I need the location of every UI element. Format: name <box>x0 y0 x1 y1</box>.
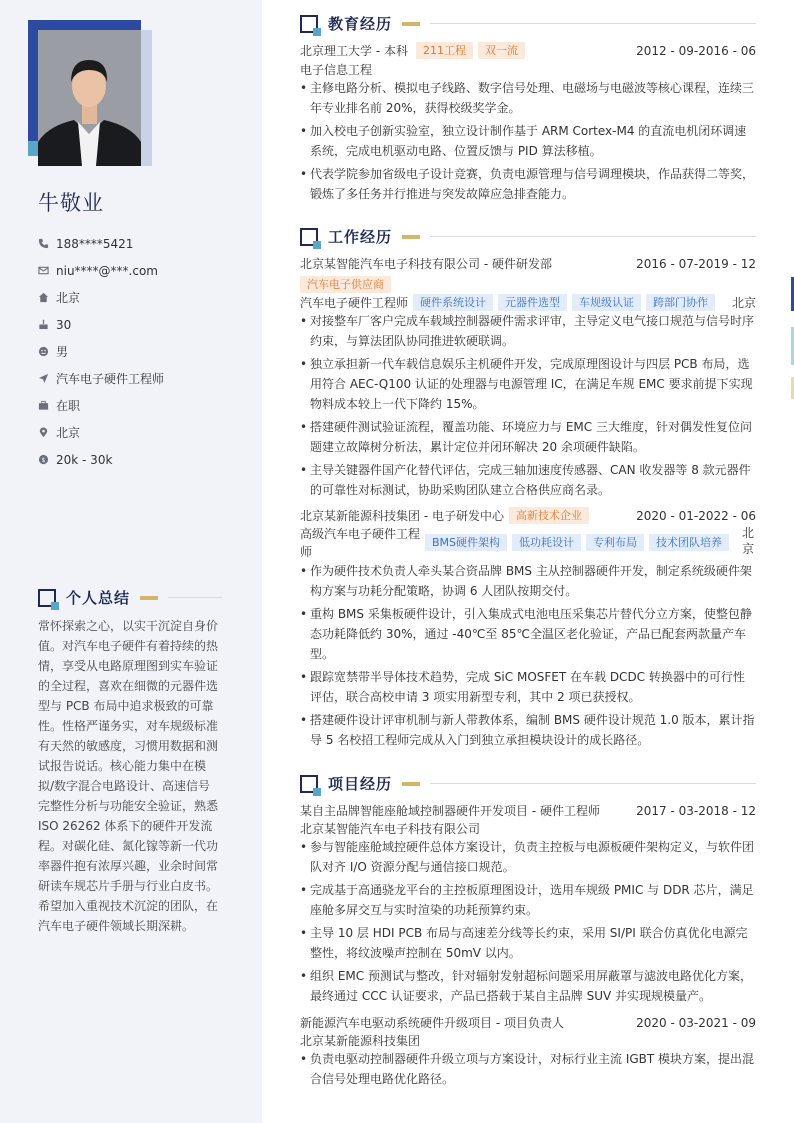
education-section-header <box>300 13 756 34</box>
job-company: 北京某智能汽车电子科技有限公司 - 硬件研发部 <box>300 257 552 271</box>
section-divider <box>430 783 756 784</box>
list-item: • 负责电驱动控制器硬件升级立项与方案设计，对标行业主流 IGBT 模块方案，提出混合信号处理电路优化路径。 <box>300 1049 756 1089</box>
skill-tag: 跨部门协作 <box>646 294 715 311</box>
list-item: • 加入校电子创新实验室，独立设计制作基于 ARM Cortex-M4 的直流电机闭环调速系统，完成电机驱动电路、位置反馈与 PID 算法移植。 <box>300 121 756 161</box>
list-item: • 完成基于高通骁龙平台的主控板原理图设计，选用车规级 PMIC 与 DDR 芯片，满足座舱多屏交互与实时渲染的功耗预算约束。 <box>300 880 756 920</box>
skill-tags <box>422 534 729 551</box>
section-accent-bar <box>140 596 158 600</box>
section-divider <box>430 236 756 237</box>
skill-tag: 低功耗设计 <box>512 534 581 551</box>
section-divider <box>168 597 222 598</box>
info-phone <box>38 230 164 257</box>
project-company-row <box>300 1032 756 1049</box>
project-name: 某自主品牌智能座舱域控制器硬件开发项目 - 硬件工程师 <box>300 804 600 818</box>
project-entry-header <box>300 1014 756 1031</box>
briefcase-icon <box>38 400 49 411</box>
info-age <box>38 311 164 338</box>
project-company-row <box>300 820 756 837</box>
list-item: • 代表学院参加省级电子设计竞赛，负责电源管理与信号调理模块，作品获得二等奖，锻炼了多任务并行推进与突发故障应急排查能力。 <box>300 164 756 204</box>
job-bullets <box>300 311 756 503</box>
info-gender <box>38 338 164 365</box>
education-entry-header <box>300 42 756 59</box>
skill-tag: 技术团队培养 <box>649 534 729 551</box>
info-status <box>38 392 164 419</box>
section-square-icon <box>300 15 318 33</box>
status-text: 在职 <box>56 399 81 413</box>
school-name: 北京理工大学 - 本科 <box>300 44 408 58</box>
info-email <box>38 257 164 284</box>
section-accent-bar <box>402 782 420 786</box>
projects-section-header <box>300 773 756 794</box>
list-item: • 搭建硬件测试验证流程，覆盖功能、环境应力与 EMC 三大维度，针对偶发性复位问题建立故障树分析法，累计定位并闭环解决 20 余项硬件缺陷。 <box>300 417 756 457</box>
section-square-icon <box>300 228 318 246</box>
info-target-city <box>38 419 164 446</box>
job-period: 2020 - 01-2022 - 06 <box>636 508 756 523</box>
section-accent-bar <box>402 22 420 26</box>
project-company: 北京某新能源科技集团 <box>300 1034 421 1048</box>
info-target-role <box>38 365 164 392</box>
list-item: • 独立承担新一代车载信息娱乐主机硬件开发，完成原理图设计与四层 PCB 布局，选用符合 AEC-Q100 认证的处理器与电源管理 IC，在满足车规 EMC 要求前提下实现物料成本较上一代下降约 15%。 <box>300 354 756 414</box>
project-company: 北京某智能汽车电子科技有限公司 <box>300 822 481 836</box>
job-company: 北京某新能源科技集团 - 电子研发中心 <box>300 509 504 523</box>
avatar-portrait-icon <box>38 30 141 166</box>
list-item: • 作为硬件技术负责人牵头某合资品牌 BMS 主从控制器硬件开发，制定系统级硬件架构方案与功耗分配策略，协调 6 人团队按期交付。 <box>300 561 756 601</box>
list-item: • 搭建硬件设计评审机制与新人带教体系，编制 BMS 硬件设计规范 1.0 版本，累计指导 5 名校招工程师完成从入门到独立承担模块设计的成长路径。 <box>300 710 756 750</box>
gender-text: 男 <box>56 345 69 359</box>
target-role-text: 汽车电子硬件工程师 <box>56 372 165 386</box>
phone-text: 188****5421 <box>56 236 134 251</box>
job-entry-header <box>300 507 756 524</box>
education-major-row <box>300 61 756 78</box>
section-accent-bar <box>402 235 420 239</box>
list-item: • 重构 BMS 采集板硬件设计，引入集成式电池电压采集芯片替代分立方案，使整包静态功耗降低约 30%，通过 -40℃至 85℃全温区老化验证，产品已配套两款量产车型。 <box>300 604 756 664</box>
work-title: 工作经历 <box>328 228 393 246</box>
job-industry-row <box>300 276 756 293</box>
project-period: 2020 - 03-2021 - 09 <box>636 1015 756 1030</box>
location-text: 北京 <box>56 291 81 305</box>
mail-icon <box>38 265 49 276</box>
face-icon <box>38 346 49 357</box>
list-item: • 对接整车厂客户完成车载域控制器硬件需求评审，主导定义电气接口规范与信号时序约束，与算法团队协同推进软硬联调。 <box>300 311 756 351</box>
home-icon <box>38 292 49 303</box>
skill-tag: 车规级认证 <box>572 294 641 311</box>
job-role-row <box>300 294 756 311</box>
sidebar <box>0 0 262 1123</box>
list-item: • 主修电路分析、模拟电子线路、数字信号处理、电磁场与电磁波等核心课程，连续三年专业排名前 20%，获得校级奖学金。 <box>300 78 756 118</box>
job-city: 北京 <box>742 526 755 556</box>
email-text: niu****@***.com <box>56 263 158 278</box>
skill-tag: BMS硬件架构 <box>425 534 507 551</box>
list-item: • 主导关键器件国产化替代评估，完成三轴加速度传感器、CAN 收发器等 8 款元器件的可靠性对标测试，协助采购团队建立合格供应商名录。 <box>300 460 756 500</box>
candidate-name: 牛敬业 <box>38 191 104 215</box>
project-name: 新能源汽车电驱动系统硬件升级项目 - 项目负责人 <box>300 1016 564 1030</box>
project-bullets <box>300 1049 756 1092</box>
section-square-icon <box>300 775 318 793</box>
svg-text:$: $ <box>41 455 46 464</box>
school-tag: 211工程 <box>416 42 473 59</box>
summary-title: 个人总结 <box>66 589 131 607</box>
skill-tag: 元器件选型 <box>498 294 567 311</box>
job-role: 高级汽车电子硬件工程师 <box>300 527 421 559</box>
work-section-header <box>300 226 756 247</box>
list-item: • 主导 10 层 HDI PCB 布局与高速差分线等长约束，采用 SI/PI 联合仿真优化电源完整性，将纹波噪声控制在 50mV 以内。 <box>300 923 756 963</box>
phone-icon <box>38 238 49 249</box>
job-entry-header <box>300 255 756 272</box>
job-role-row <box>300 525 756 561</box>
cake-icon <box>38 319 49 330</box>
age-text: 30 <box>56 317 72 332</box>
summary-text: 常怀探索之心，以实干沉淀自身价值。对汽车电子硬件有着持续的热情，享受从电路原理图到实车验证的全过程，喜欢在细微的元器件选型与 PCB 布局中追求极致的可靠性。性格严谨务实，对车规级标准有天然的敏感度，习惯用数据和测试报告说话。核心能力集中在模拟/数字混合电路设计、高速信号完整性分析与功能安全验证，熟悉 ISO 26262 体系下的硬件开发流程。对碳化硅、氮化镓等新一代功率器件抱有浓厚兴趣，业余时间常研读车规芯片手册与行业白皮书。希望加入重视技术沉淀的团队，在汽车电子硬件领域长期深耕。 <box>38 619 219 933</box>
map-pin-icon <box>38 427 49 438</box>
school-tag: 双一流 <box>478 42 525 59</box>
info-salary <box>38 446 164 473</box>
skill-tag: 专利布局 <box>586 534 644 551</box>
industry-tag: 高新技术企业 <box>509 507 589 524</box>
job-bullets <box>300 561 756 753</box>
project-bullets <box>300 837 756 1009</box>
skill-tag: 硬件系统设计 <box>413 294 493 311</box>
summary-section-header <box>38 587 222 608</box>
contact-info <box>38 230 164 473</box>
industry-tag: 汽车电子供应商 <box>300 276 391 293</box>
money-icon <box>38 454 49 465</box>
education-title: 教育经历 <box>328 15 393 33</box>
section-divider <box>430 23 756 24</box>
avatar <box>38 30 141 166</box>
photo-frame <box>28 20 152 166</box>
job-role: 汽车电子硬件工程师 <box>300 296 409 310</box>
salary-text: 20k - 30k <box>56 452 113 467</box>
list-item: • 跟踪宽禁带半导体技术趋势，完成 SiC MOSFET 在车载 DCDC 转换器中的可行性评估，联合高校申请 3 项实用新型专利，其中 2 项已获授权。 <box>300 667 756 707</box>
education-major: 电子信息工程 <box>300 63 373 77</box>
target-city-text: 北京 <box>56 426 81 440</box>
project-entry-header <box>300 802 756 819</box>
job-city: 北京 <box>731 296 756 310</box>
section-square-icon <box>38 589 56 607</box>
education-bullets <box>300 78 756 207</box>
job-period: 2016 - 07-2019 - 12 <box>636 256 756 271</box>
send-icon <box>38 373 49 384</box>
list-item: • 参与智能座舱域控硬件总体方案设计，负责主控板与电源板硬件架构定义，与软件团队对齐 I/O 资源分配与通信接口规范。 <box>300 837 756 877</box>
project-period: 2017 - 03-2018 - 12 <box>636 803 756 818</box>
info-location <box>38 284 164 311</box>
education-period: 2012 - 09-2016 - 06 <box>636 43 756 58</box>
list-item: • 组织 EMC 预测试与整改，针对辐射发射超标问题采用屏蔽罩与滤波电路优化方案，最终通过 CCC 认证要求，产品已搭载于某自主品牌 SUV 并实现规模量产。 <box>300 966 756 1006</box>
projects-title: 项目经历 <box>328 775 393 793</box>
